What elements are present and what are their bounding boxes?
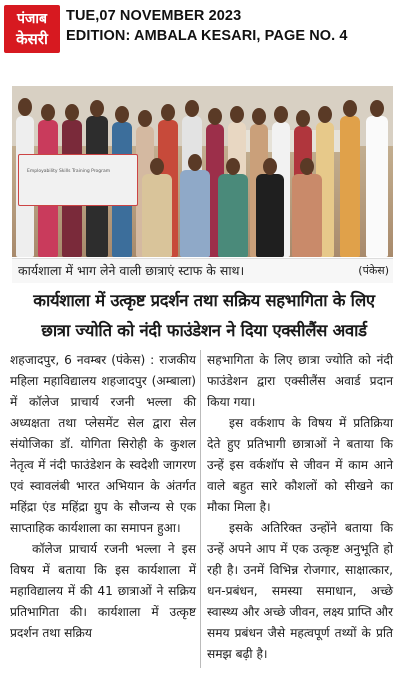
person-head (263, 158, 277, 175)
article-column-right (207, 350, 393, 665)
workshop-banner (18, 154, 138, 206)
logo-line1: पंजाब (17, 11, 47, 27)
photo-credit: (पंकेस) (358, 264, 389, 277)
person-head (115, 106, 129, 123)
person-head (230, 106, 244, 123)
group-photo (12, 86, 393, 257)
date-line: TUE,07 NOVEMBER 2023 (66, 8, 242, 24)
person-head (150, 158, 164, 175)
person-head (300, 158, 314, 175)
article-column-left (10, 350, 196, 644)
newspaper-logo (4, 5, 60, 53)
seated-person (218, 174, 248, 257)
headline-line2: छात्रा ज्योति को नंदी फाउंडेशन ने दिया एक्सीलैंस अवार्ड (41, 321, 367, 340)
headline-line1: कार्यशाला में उत्कृष्ट प्रदर्शन तथा सक्रिय सहभागिता के लिए (33, 291, 375, 310)
person-head (188, 154, 202, 171)
article-paragraph: शहजादपुर, 6 नवम्बर (पंकेस) : राजकीय महिला महाविद्यालय शहजादपुर (अम्बाला) में कॉलेज प्राचार्य रजनी भल्ला की अध्यक्षता तथा प्लेसमेंट सेल द्वारा सेल संयोजिका डॉ. योगिता सिरोही के कुशल नेतृत्व में नंदी फाउंडेशन के स्वदेशी जागरण एवं स्वावलंबी भारत अभियान के अंतर्गत महिंद्रा एंड महिंद्रा ग्रुप के सौजन्य से एक साप्ताहिक कार्यशाला का समापन हुआ। (10, 353, 196, 535)
person (366, 116, 388, 257)
seated-person (292, 174, 322, 257)
masthead (0, 0, 406, 56)
person-head (138, 110, 152, 127)
article-paragraph: कॉलेज प्राचार्य रजनी भल्ला ने इस विषय में बताया कि इस कार्यशाला में महाविद्यालय में की 41 छात्राओं ने सक्रिय प्रतिभागिता की। कार्यशाला में उत्कृष्ट प्रदर्शन तथा सक्रिय (10, 542, 196, 640)
edition-info (66, 6, 348, 46)
person-head (161, 104, 175, 121)
person-head (318, 106, 332, 123)
person (340, 116, 360, 257)
person-head (185, 100, 199, 117)
workshop-banner-text: Employability Skills Training Program (27, 169, 111, 174)
seated-person (256, 174, 284, 257)
person-head (343, 100, 357, 117)
edition-line: EDITION: AMBALA KESARI, PAGE NO. 4 (66, 28, 348, 44)
person-head (274, 106, 288, 123)
person-head (90, 100, 104, 117)
article-paragraph: सहभागिता के लिए छात्रा ज्योति को नंदी फाउंडेशन द्वारा एक्सीलैंस अवार्ड प्रदान किया गया। (207, 353, 393, 409)
seated-person (142, 174, 172, 257)
person-head (208, 108, 222, 125)
column-divider (200, 350, 201, 668)
article-paragraph: इसके अतिरिक्त उन्होंने बताया कि उन्हें अपने आप में एक उत्कृष्ट अनुभूति हो रही है। उनमें विभिन्न रोजगार, साक्षात्कार, धन-प्रबंधन, समस्या समाधान, अच्छे स्वास्थ्य और अच्छे जीवन, लक्ष्य प्राप्ति और समय प्रबंधन जैसे महत्वपूर्ण तथ्यों के प्रति समझ बढ़ी है। (207, 521, 393, 661)
seated-person (180, 170, 210, 257)
article-paragraph: इस वर्कशाप के विषय में प्रतिक्रिया देते हुए प्रतिभागी छात्राओं ने बताया कि उन्हें इस वर्कशॉप से जीवन में काम आने वाले बहुत सारे कौशलों को सीखने का मौका मिला है। (207, 416, 393, 514)
person-head (41, 104, 55, 121)
person-head (252, 108, 266, 125)
person-head (18, 98, 32, 116)
photo-caption (12, 258, 393, 283)
person-head (296, 110, 310, 127)
article-headline (8, 286, 400, 346)
person-head (226, 158, 240, 175)
caption-text: कार्यशाला में भाग लेने वाली छात्राएं स्टाफ के साथ। (18, 263, 245, 278)
logo-line2: केसरी (16, 30, 48, 48)
person-head (65, 104, 79, 121)
person-head (370, 100, 384, 117)
